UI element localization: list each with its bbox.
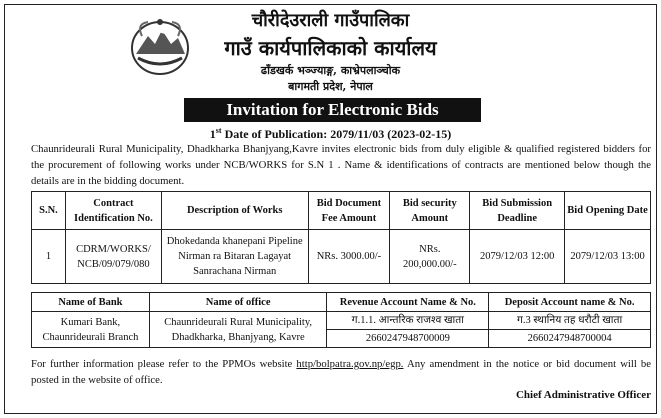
header-description: Description of Works (161, 192, 308, 230)
signatory-title: Chief Administrative Officer (515, 389, 651, 401)
cell-office: Chaunrideurali Rural Municipality, Dhadkharka, Bhanjyang, Kavre (149, 312, 327, 348)
header-office: Name of office (149, 293, 327, 312)
header-opening: Bid Opening Date (565, 192, 651, 230)
cell-revenue-no: 2660247948700009 (327, 330, 489, 348)
cell-security: NRs. 200,000.00/- (390, 230, 470, 284)
bank-header-row (32, 293, 651, 312)
header-sn: S.N. (32, 192, 66, 230)
municipality-name: चौरीदेउराली गाउँपालिका (251, 10, 410, 31)
works-table (31, 191, 651, 284)
header-revenue: Revenue Account Name & No. (327, 293, 489, 312)
notice-title: Invitation for Electronic Bids (184, 98, 481, 122)
header-contract-id: Contract Identification No. (65, 192, 161, 230)
cell-description: Dhokedanda khanepani Pipeline Nirman ra Bitaran Lagayat Sanrachana Nirman (161, 230, 308, 284)
header-fee: Bid Document Fee Amount (308, 192, 390, 230)
table-row (32, 312, 651, 330)
publication-ordinal-suffix: st (215, 126, 222, 135)
office-address: ढाँडखर्क भञ्ज्याङ्ग, काभ्रेपलाञ्चोक (260, 64, 401, 77)
footer-paragraph (31, 356, 651, 388)
cell-deposit-name: ग.3 स्थानिय तह धरौटी खाता (489, 312, 651, 330)
header-submission: Bid Submission Deadline (470, 192, 565, 230)
table-row (32, 230, 651, 284)
cell-opening: 2079/12/03 13:00 (565, 230, 651, 284)
cell-sn: 1 (32, 230, 66, 284)
cell-deposit-no: 2660247948700004 (489, 330, 651, 348)
publication-ordinal: 1 (209, 127, 216, 141)
cell-bank: Kumari Bank, Chaunrideurali Branch (32, 312, 150, 348)
cell-submission: 2079/12/03 12:00 (470, 230, 565, 284)
province-name: बागमती प्रदेश, नेपाल (288, 80, 373, 93)
cell-contract-id: CDRM/WORKS/ NCB/09/079/080 (65, 230, 161, 284)
intro-paragraph: Chaunrideurali Rural Municipality, Dhadkharka Bhanjyang,Kavre invites electronic bids from duly eligible & qualified registered bidders for the procurement of following works under NCB/WORKS for S.N 1 . Name & identifications of contracts are mentioned below though the details are in the bidding document. (31, 143, 651, 187)
works-header-row (32, 192, 651, 230)
header-security: Bid security Amount (390, 192, 470, 230)
ppmo-website-link[interactable]: http/bolpatra.gov.np/egp. (296, 358, 404, 370)
bank-table (31, 292, 651, 348)
publication-date (0, 126, 661, 142)
header-deposit: Deposit Account name & No. (489, 293, 651, 312)
office-name: गाउँ कार्यपालिकाको कार्यालय (224, 36, 437, 60)
cell-fee: NRs. 3000.00/- (308, 230, 390, 284)
header-bank: Name of Bank (32, 293, 150, 312)
publication-date-text: Date of Publication: 2079/11/03 (2023-02-15) (221, 127, 452, 141)
cell-revenue-name: ग.1.1. आन्तरिक राजश्व खाता (327, 312, 489, 330)
footer-text-before: For further information please refer to the PPMOs website (31, 358, 297, 370)
footer-text-after: Any amendment in the notice or bid document will be posted in the website of office. (31, 358, 651, 386)
